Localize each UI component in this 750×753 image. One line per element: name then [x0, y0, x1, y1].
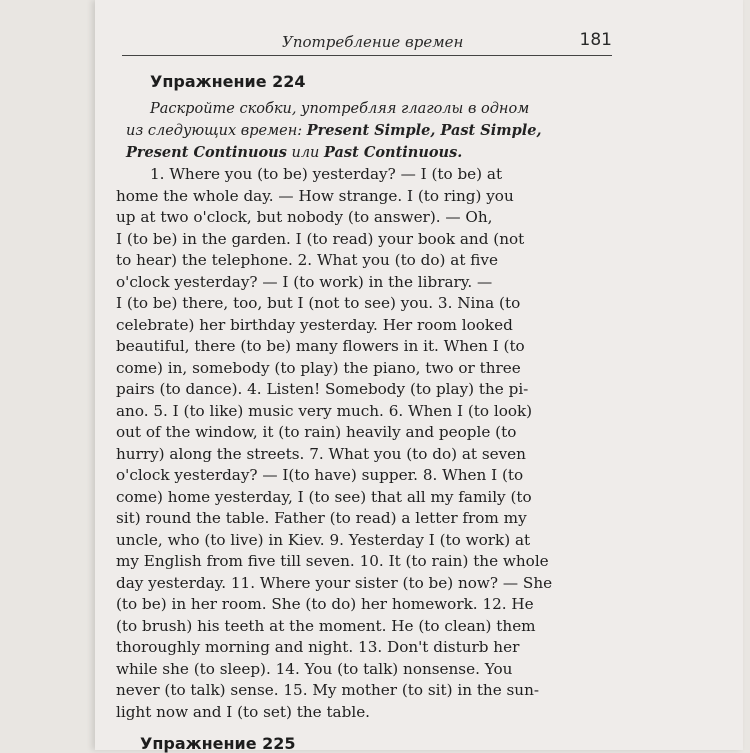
header-divider: [122, 55, 612, 56]
text-line: ano. 5. I (to like) music very much. 6. When I (to look): [116, 401, 533, 420]
text-line: thoroughly morning and night. 13. Don't disturb her: [116, 638, 520, 656]
instructions-line-2: [126, 120, 626, 142]
text-line: (to brush) his teeth at the moment. He (to clean) them: [116, 616, 536, 635]
text-line: never (to talk) sense. 15. My mother (to sit) in the sun-: [116, 681, 540, 699]
text-line: to hear) the telephone. 2. What you (to do) at five: [116, 251, 498, 269]
text-line: day yesterday. 11. Where your sister (to be) now? — She: [116, 573, 553, 592]
text-line: (to be) in her room. She (to do) her homework. 12. He: [116, 595, 534, 613]
next-exercise-heading: Упражнение 225: [140, 734, 296, 753]
text-line: uncle, who (to live) in Kiev. 9. Yesterday I (to work) at: [116, 530, 531, 549]
instructions-or: или: [286, 145, 325, 161]
exercise-text: [116, 164, 628, 723]
text-line: out of the window, it (to rain) heavily and people (to: [116, 423, 517, 441]
text-line: o'clock yesterday? — I (to work) in the library. —: [116, 272, 493, 291]
tense-list-1: Present Simple, Past Simple,: [306, 122, 542, 139]
page-number: 181: [579, 30, 612, 50]
text-line: light now and I (to set) the table.: [116, 702, 371, 721]
text-line: come) in, somebody (to play) the piano, two or three: [116, 358, 521, 377]
text-line: my English from five till seven. 10. It (to rain) the whole: [116, 552, 549, 570]
text-line: o'clock yesterday? — I(to have) supper. 8. When I (to: [116, 466, 524, 484]
text-line: up at two o'clock, but nobody (to answer). — Oh,: [116, 208, 493, 226]
exercise-heading: Упражнение 224: [150, 72, 306, 91]
instructions-line-1: Раскройте скобки, употребляя глаголы в одном: [150, 101, 530, 117]
text-line: come) home yesterday, I (to see) that all my family (to: [116, 487, 532, 506]
text-line: home the whole day. — How strange. I (to ring) you: [116, 186, 514, 205]
instructions-prefix: из следующих времен:: [126, 123, 307, 139]
running-title: Употребление времен: [282, 33, 464, 51]
tense-past-continuous: Past Continuous.: [324, 144, 463, 161]
tense-present-continuous: Present Continuous: [126, 144, 287, 161]
running-head: [122, 30, 614, 54]
text-line: pairs (to dance). 4. Listen! Somebody (to play) the pi-: [116, 380, 529, 398]
text-line: beautiful, there (to be) many flowers in it. When I (to: [116, 337, 525, 355]
text-line: hurry) along the streets. 7. What you (to do) at seven: [116, 444, 526, 463]
text-line: I (to be) there, too, but I (not to see) you. 3. Nina (to: [116, 294, 521, 312]
text-line: sit) round the table. Father (to read) a letter from my: [116, 509, 527, 527]
text-line: while she (to sleep). 14. You (to talk) nonsense. You: [116, 659, 513, 678]
text-line: I (to be) in the garden. I (to read) your book and (not: [116, 229, 525, 248]
text-line: celebrate) her birthday yesterday. Her room looked: [116, 315, 513, 334]
exercise-instructions: [126, 98, 626, 164]
text-line: 1. Where you (to be) yesterday? — I (to be) at: [150, 165, 503, 183]
instructions-line-3: [126, 142, 626, 164]
